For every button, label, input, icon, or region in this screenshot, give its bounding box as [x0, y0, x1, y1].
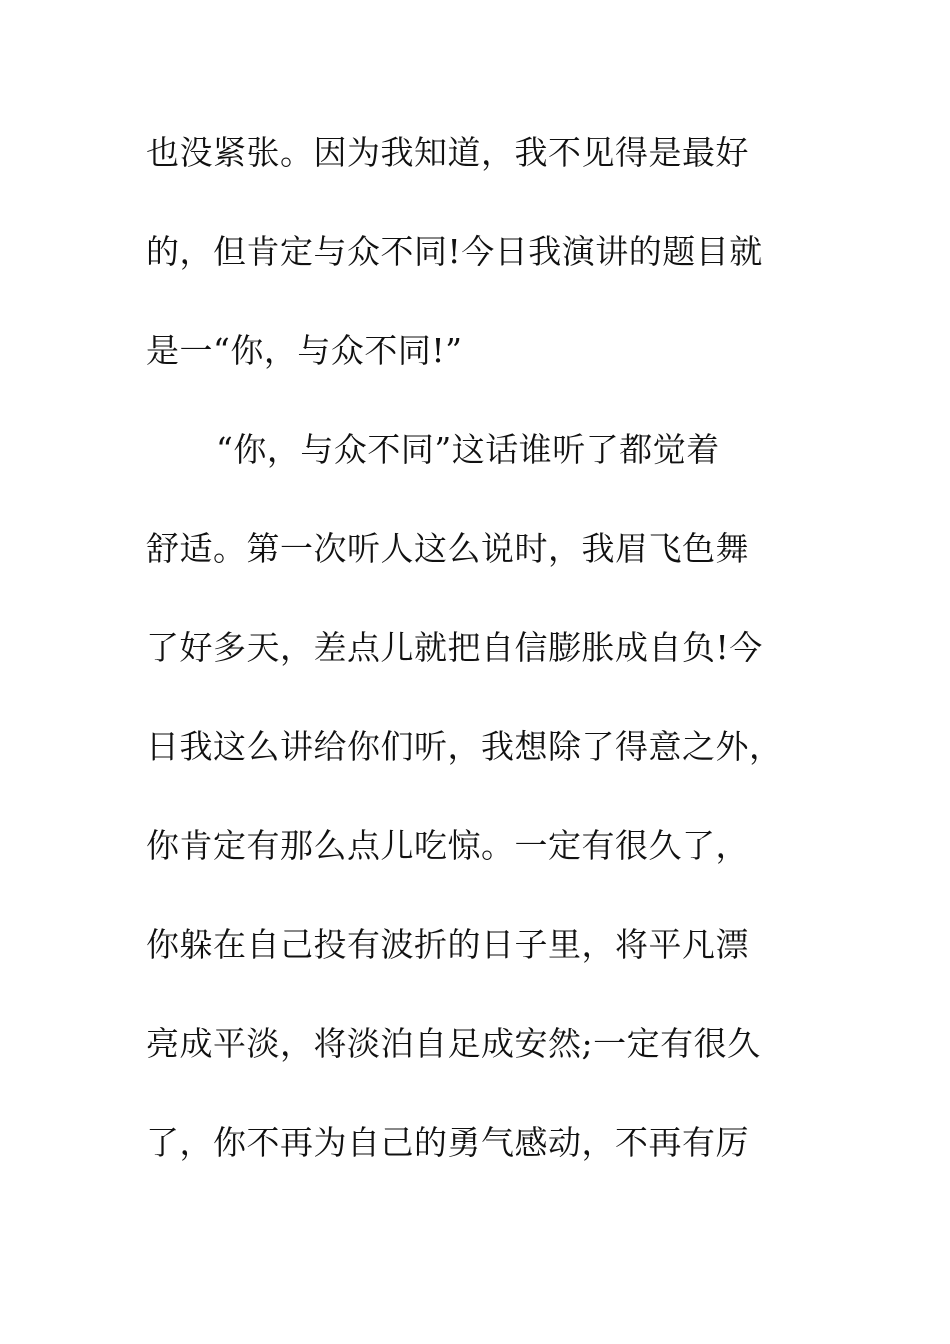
text-line-1: 也没紧张。因为我知道，我不见得是最好	[146, 133, 749, 172]
text-line-5: 舒适。第一次听人这么说时，我眉飞色舞	[146, 529, 749, 568]
text-line-11: 了，你不再为自己的勇气感动，不再有厉	[146, 1123, 749, 1162]
text-line-10: 亮成平淡，将淡泊自足成安然;一定有很久	[146, 1024, 761, 1063]
text-line-3: 是一“你，与众不同!”	[146, 331, 463, 370]
text-line-8: 你肯定有那么点儿吃惊。一定有很久了，	[146, 826, 749, 865]
text-line-4: “你，与众不同”这话谁听了都觉着	[216, 430, 720, 469]
text-line-6: 了好多天，差点儿就把自信膨胀成自负!今	[146, 628, 763, 667]
text-line-2: 的，但肯定与众不同!今日我演讲的题目就	[146, 232, 763, 271]
text-line-7: 日我这么讲给你们听，我想除了得意之外，	[146, 727, 783, 766]
text-line-9: 你躲在自己投有波折的日子里，将平凡漂	[146, 925, 749, 964]
